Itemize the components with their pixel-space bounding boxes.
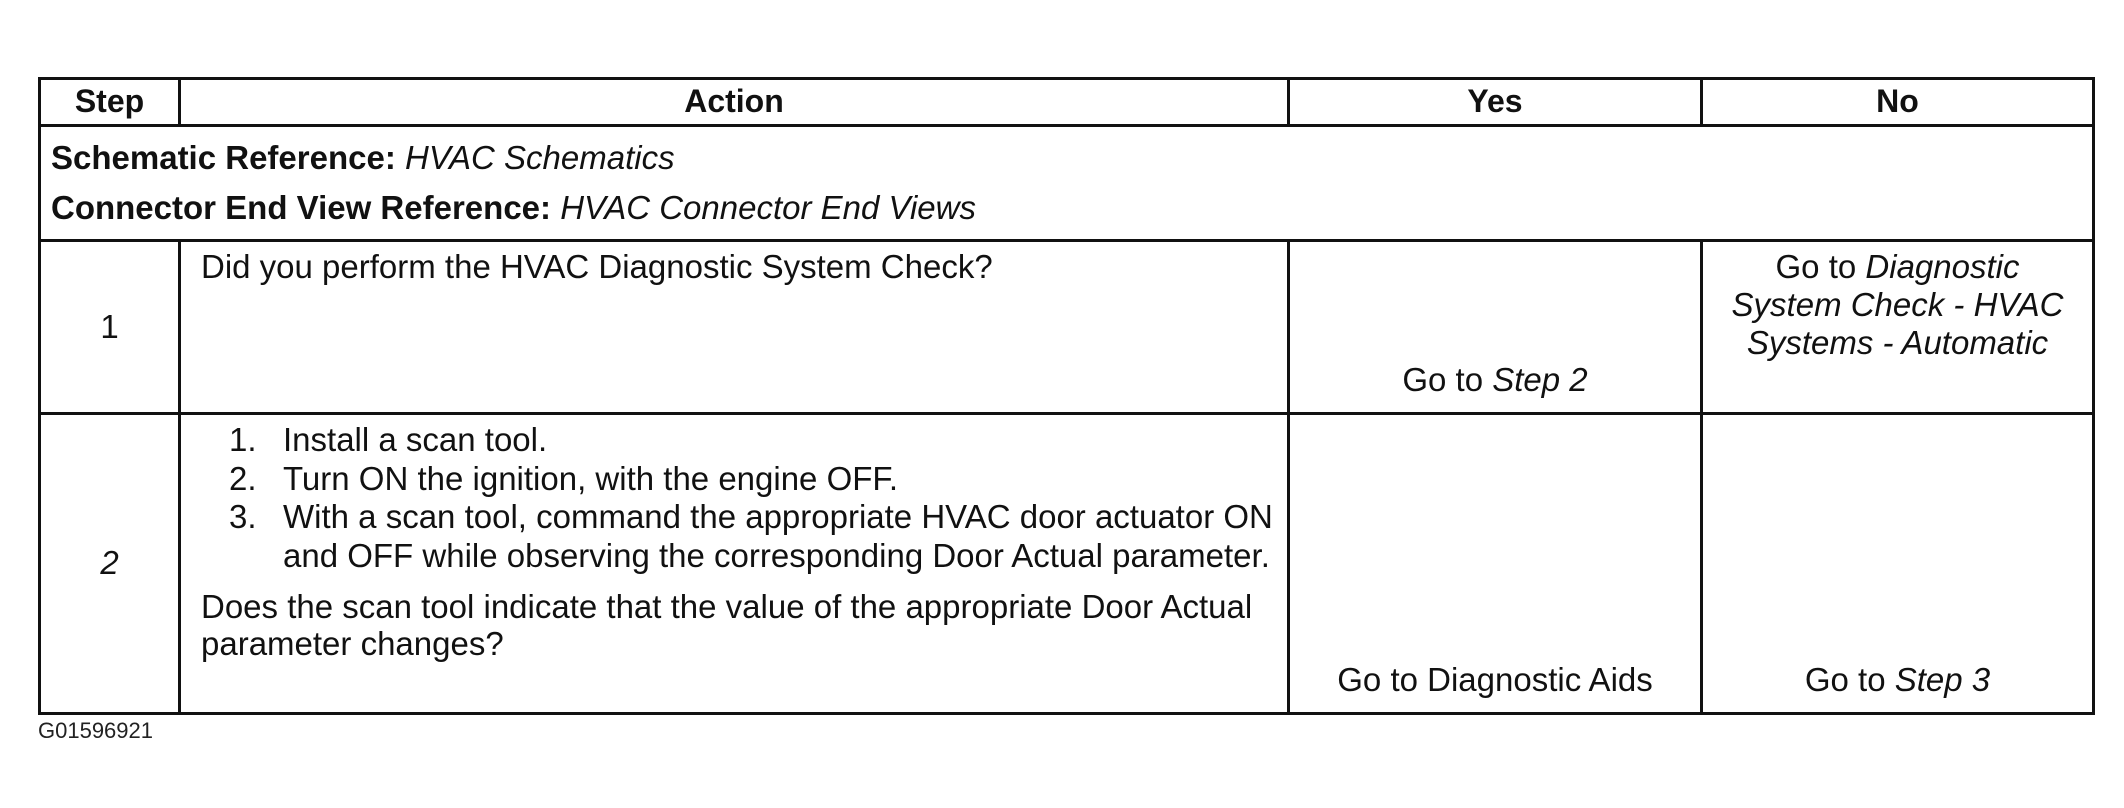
no-link-line2[interactable]: System Check - HVAC bbox=[1731, 285, 2064, 323]
action-cell bbox=[180, 241, 1289, 414]
no-prefix: Go to bbox=[1775, 248, 1857, 285]
procedure-step bbox=[201, 421, 1277, 460]
procedure-list bbox=[201, 421, 1277, 575]
connector-reference-link[interactable]: HVAC Connector End Views bbox=[560, 189, 976, 226]
no-cell bbox=[1702, 414, 2094, 714]
schematic-reference bbox=[51, 133, 2082, 183]
procedure-step-number: 3. bbox=[229, 498, 257, 536]
procedure-step-text: With a scan tool, command the appropriate HVAC door actuator ON and OFF while observing the corresponding Door Actual parameter. bbox=[283, 498, 1273, 574]
table-row bbox=[40, 241, 2094, 414]
procedure-step-text: Turn ON the ignition, with the engine OFF. bbox=[283, 459, 899, 497]
connector-reference-label: Connector End View Reference: bbox=[51, 189, 552, 226]
action-question: Did you perform the HVAC Diagnostic System Check? bbox=[201, 248, 993, 285]
header-no: No bbox=[1702, 79, 2094, 126]
procedure-step-text: Install a scan tool. bbox=[283, 421, 548, 458]
schematic-reference-link[interactable]: HVAC Schematics bbox=[405, 139, 675, 176]
no-link-line1[interactable]: Diagnostic bbox=[1865, 248, 2020, 285]
no-cell bbox=[1702, 241, 2094, 414]
no-link-line3[interactable]: Systems - Automatic bbox=[1746, 323, 2049, 361]
reference-row bbox=[40, 126, 2094, 241]
schematic-reference-label: Schematic Reference: bbox=[51, 139, 396, 176]
yes-cell bbox=[1289, 241, 1702, 414]
reference-cell bbox=[40, 126, 2094, 241]
no-prefix: Go to bbox=[1804, 661, 1886, 699]
action-question: Does the scan tool indicate that the value of the appropriate Door Actual parameter changes? bbox=[201, 588, 1253, 662]
header-step: Step bbox=[40, 79, 180, 126]
yes-prefix: Go to bbox=[1402, 361, 1484, 399]
header-yes: Yes bbox=[1289, 79, 1702, 126]
table-row bbox=[40, 414, 2094, 714]
procedure-step bbox=[201, 460, 1277, 499]
diagnostic-table bbox=[38, 77, 2095, 715]
step-number: 1 bbox=[40, 241, 180, 414]
procedure-step-number: 1. bbox=[229, 421, 257, 458]
yes-cell bbox=[1289, 414, 1702, 714]
yes-link[interactable]: Step 2 bbox=[1492, 361, 1588, 399]
step-number: 2 bbox=[40, 414, 180, 714]
procedure-step bbox=[201, 498, 1277, 575]
header-action: Action bbox=[180, 79, 1289, 126]
no-link[interactable]: Step 3 bbox=[1894, 661, 1991, 699]
figure-code: G01596921 bbox=[38, 718, 153, 743]
yes-link[interactable]: Go to Diagnostic Aids bbox=[1337, 661, 1653, 699]
connector-reference bbox=[51, 183, 2082, 233]
action-cell bbox=[180, 414, 1289, 714]
header-row bbox=[40, 79, 2094, 126]
procedure-step-number: 2. bbox=[229, 459, 257, 497]
